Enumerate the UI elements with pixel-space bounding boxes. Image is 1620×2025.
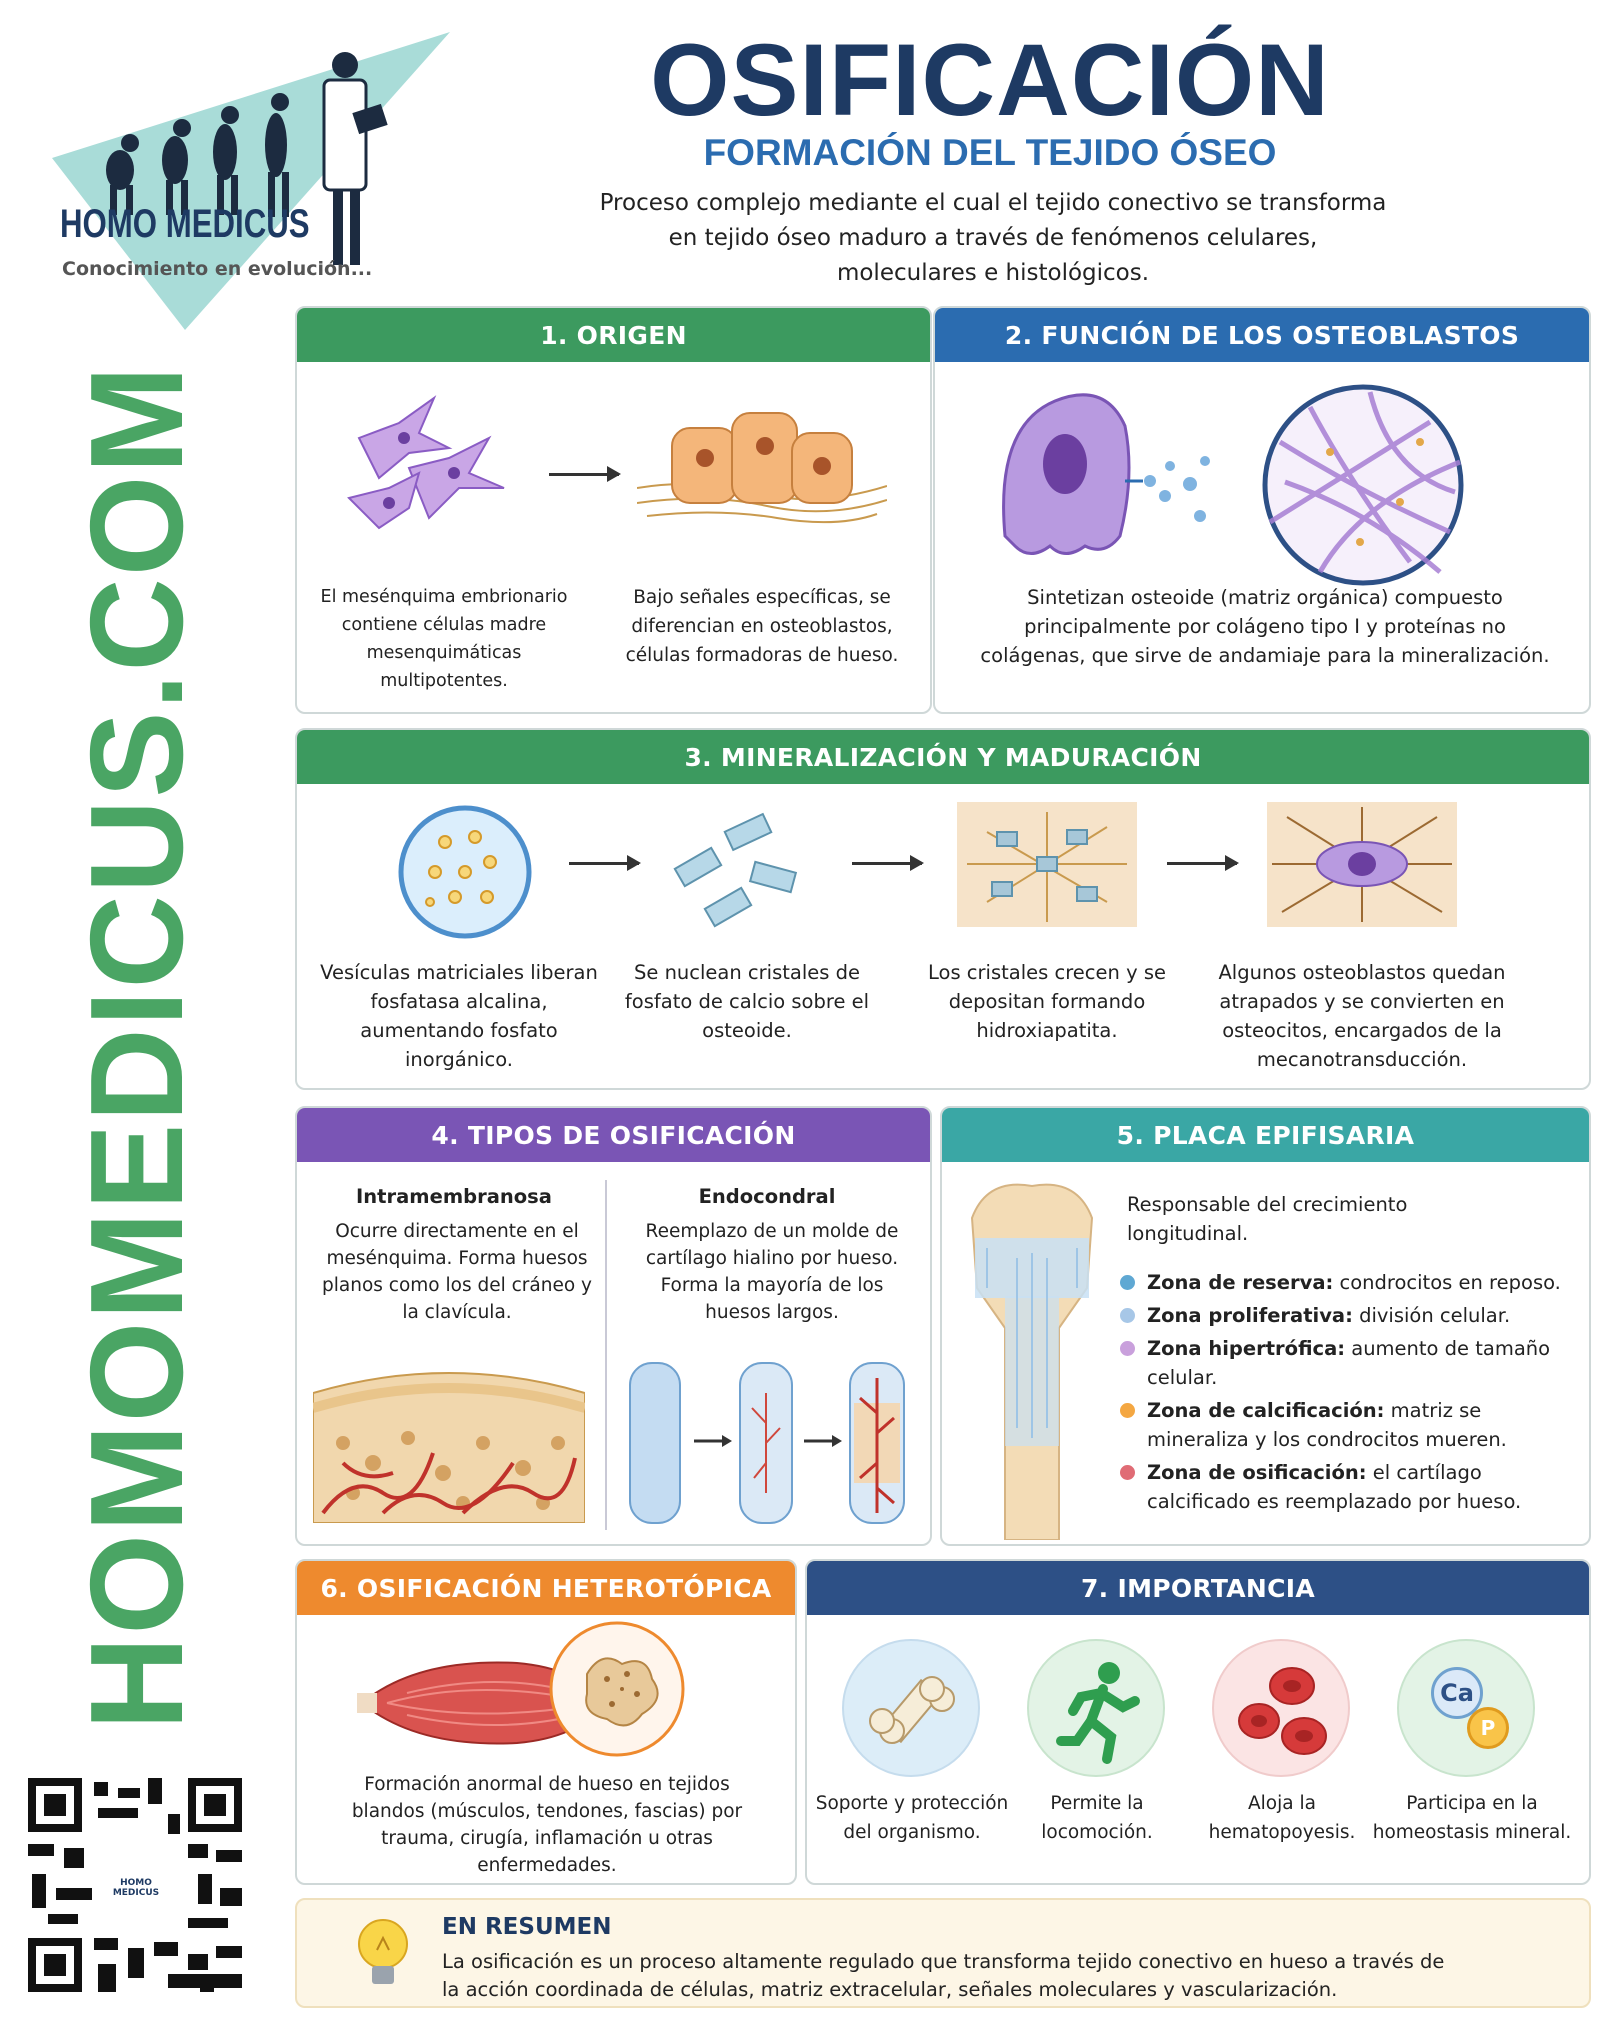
lightbulb-icon: [355, 1914, 411, 1994]
zone-text: [1147, 1458, 1580, 1516]
section-origin: [295, 306, 932, 714]
summary-text: La osificación es un proceso altamente regulado que transforma tejido conectivo en hueso a través de la acción coordinada de células, matriz extracelular, señales moleculares y vascularización.: [442, 1950, 1445, 2001]
site-url-text: HOMOMEDICUS.COM: [63, 363, 210, 1730]
arrow-icon: [1167, 862, 1237, 865]
zone-dot-icon: [1120, 1275, 1135, 1290]
osteoblasts-icon: [637, 388, 887, 528]
page-subtitle: FORMACIÓN DEL TEJIDO ÓSEO: [703, 132, 1277, 173]
calcium-badge: Ca: [1431, 1667, 1483, 1719]
zone-description: condrocitos en reposo.: [1333, 1271, 1561, 1294]
section-growth-plate-title: 5. PLACA EPIFISARIA: [942, 1108, 1589, 1162]
mineralization-step-4: Algunos osteoblastos quedan atrapados y se convierten en osteocitos, encargados de la mecanotransducción.: [1218, 961, 1506, 1071]
intramembranous-text: Ocurre directamente en el mesénquima. Forma huesos planos como los del cráneo y la clavícula.: [322, 1221, 592, 1323]
growth-plate-intro: Responsable del crecimiento longitudinal.: [1127, 1193, 1408, 1245]
zone-name: Zona proliferativa:: [1147, 1304, 1353, 1327]
heterotopic-text: Formación anormal de hueso en tejidos blandos (músculos, tendones, fascias) por trauma, cirugía, inflamación u otras enfermedades.: [351, 1774, 743, 1876]
growth-plate-zones: [1120, 1268, 1580, 1520]
bone-icon: [842, 1639, 980, 1777]
section-osteoblast-title: 2. FUNCIÓN DE LOS OSTEOBLASTOS: [935, 308, 1589, 362]
running-person-icon: [1027, 1639, 1165, 1777]
collagen-matrix-icon: [1260, 382, 1470, 592]
logo: [40, 20, 460, 330]
zone-text: [1147, 1268, 1561, 1297]
section-types-title: 4. TIPOS DE OSIFICACIÓN: [297, 1108, 930, 1162]
section-heterotopic: [295, 1559, 797, 1885]
long-bone-growth-plate-icon: [967, 1178, 1097, 1540]
zone-name: Zona hipertrófica:: [1147, 1337, 1346, 1360]
intramembranous-title: Intramembranosa: [356, 1185, 552, 1208]
growth-zone-item: [1120, 1458, 1580, 1516]
osteoblast-cell-icon: [985, 386, 1225, 566]
importance-item-3: Aloja la hematopoyesis.: [1208, 1793, 1356, 1843]
section-mineralization: [295, 728, 1591, 1090]
zone-dot-icon: [1120, 1403, 1135, 1418]
origin-text-differentiation: Bajo señales específicas, se diferencian en osteoblastos, células formadoras de hueso.: [625, 587, 899, 666]
qr-code[interactable]: [28, 1778, 242, 1992]
section-importance-title: 7. IMPORTANCIA: [807, 1561, 1589, 1615]
minerals-icon: [1397, 1639, 1535, 1777]
zone-text: [1147, 1396, 1580, 1454]
growth-zone-item: [1120, 1268, 1580, 1297]
endochondral-stages-icon: [622, 1353, 922, 1533]
arrow-icon: [549, 473, 619, 476]
importance-item-1: Soporte y protección del organismo.: [815, 1793, 1009, 1843]
hydroxyapatite-icon: [957, 802, 1137, 932]
site-url-vertical: [63, 330, 210, 1730]
page-title: OSIFICACIÓN: [650, 23, 1330, 137]
matrix-vesicle-icon: [395, 802, 535, 942]
endochondral-text: Reemplazo de un molde de cartílago hialino por hueso. Forma la mayoría de los huesos largos.: [645, 1221, 899, 1323]
arrow-icon: [852, 862, 922, 865]
zone-text: [1147, 1334, 1580, 1392]
brand-tagline: Conocimiento en evolución...: [62, 258, 373, 280]
zone-name: Zona de osificación:: [1147, 1461, 1367, 1484]
qr-center-label: HOMO MEDICUS: [112, 1878, 160, 1898]
endochondral-title: Endocondral: [698, 1185, 836, 1208]
flat-bone-icon: [313, 1363, 585, 1523]
red-blood-cells-icon: [1212, 1639, 1350, 1777]
growth-zone-item: [1120, 1334, 1580, 1392]
phosphorus-badge: P: [1467, 1707, 1509, 1749]
zone-dot-icon: [1120, 1341, 1135, 1356]
mineralization-step-2: Se nuclean cristales de fosfato de calcio sobre el osteoide.: [624, 961, 870, 1042]
zone-dot-icon: [1120, 1465, 1135, 1480]
zone-name: Zona de reserva:: [1147, 1271, 1334, 1294]
arrow-icon: [569, 862, 639, 865]
section-heterotopic-title: 6. OSIFICACIÓN HETEROTÓPICA: [297, 1561, 795, 1615]
section-origin-title: 1. ORIGEN: [297, 308, 930, 362]
summary-box: [295, 1898, 1591, 2008]
mineralization-step-1: Vesículas matriciales liberan fosfatasa alcalina, aumentando fosfato inorgánico.: [320, 961, 598, 1071]
zone-dot-icon: [1120, 1308, 1135, 1323]
section-importance: [805, 1559, 1591, 1885]
evolution-logo-icon: [40, 20, 460, 330]
brand-name: HOMO MEDICUS: [60, 202, 310, 246]
section-growth-plate: [940, 1106, 1591, 1546]
zone-description: el cartílago calcificado es reemplazado por hueso.: [1147, 1461, 1522, 1513]
intro-text: Proceso complejo mediante el cual el tejido conectivo se transforma en tejido óseo maduro a través de fenómenos celulares, moleculares e histológicos.: [599, 190, 1387, 286]
calcium-phosphate-crystals-icon: [672, 812, 812, 932]
zone-name: Zona de calcificación:: [1147, 1399, 1385, 1422]
section-mineralization-title: 3. MINERALIZACIÓN Y MADURACIÓN: [297, 730, 1589, 784]
summary-title: EN RESUMEN: [442, 1914, 612, 1940]
origin-text-mesenchyme: El mesénquima embrionario contiene células madre mesenquimáticas multipotentes.: [320, 587, 568, 691]
zone-description: división celular.: [1352, 1304, 1511, 1327]
section-ossification-types: [295, 1106, 932, 1546]
importance-item-4: Participa en la homeostasis mineral.: [1372, 1793, 1572, 1843]
osteoblast-function-text: Sintetizan osteoide (matriz orgánica) compuesto principalmente por colágeno tipo I y proteínas no colágenas, que sirve de andamiaje para la mineralización.: [980, 586, 1550, 667]
zone-text: [1147, 1301, 1510, 1330]
mineralization-step-3: Los cristales crecen y se depositan formando hidroxiapatita.: [928, 961, 1166, 1042]
mesenchyme-cells-icon: [339, 388, 519, 538]
section-osteoblast-function: [933, 306, 1591, 714]
types-divider: [605, 1180, 607, 1530]
zone-description: matriz se mineraliza y los condrocitos mueren.: [1147, 1399, 1507, 1451]
zone-description: aumento de tamaño celular.: [1147, 1337, 1551, 1389]
heterotopic-bone-icon: [547, 1619, 687, 1759]
osteocyte-icon: [1267, 802, 1457, 932]
importance-item-2: Permite la locomoción.: [1041, 1793, 1153, 1843]
growth-zone-item: [1120, 1301, 1580, 1330]
growth-zone-item: [1120, 1396, 1580, 1454]
